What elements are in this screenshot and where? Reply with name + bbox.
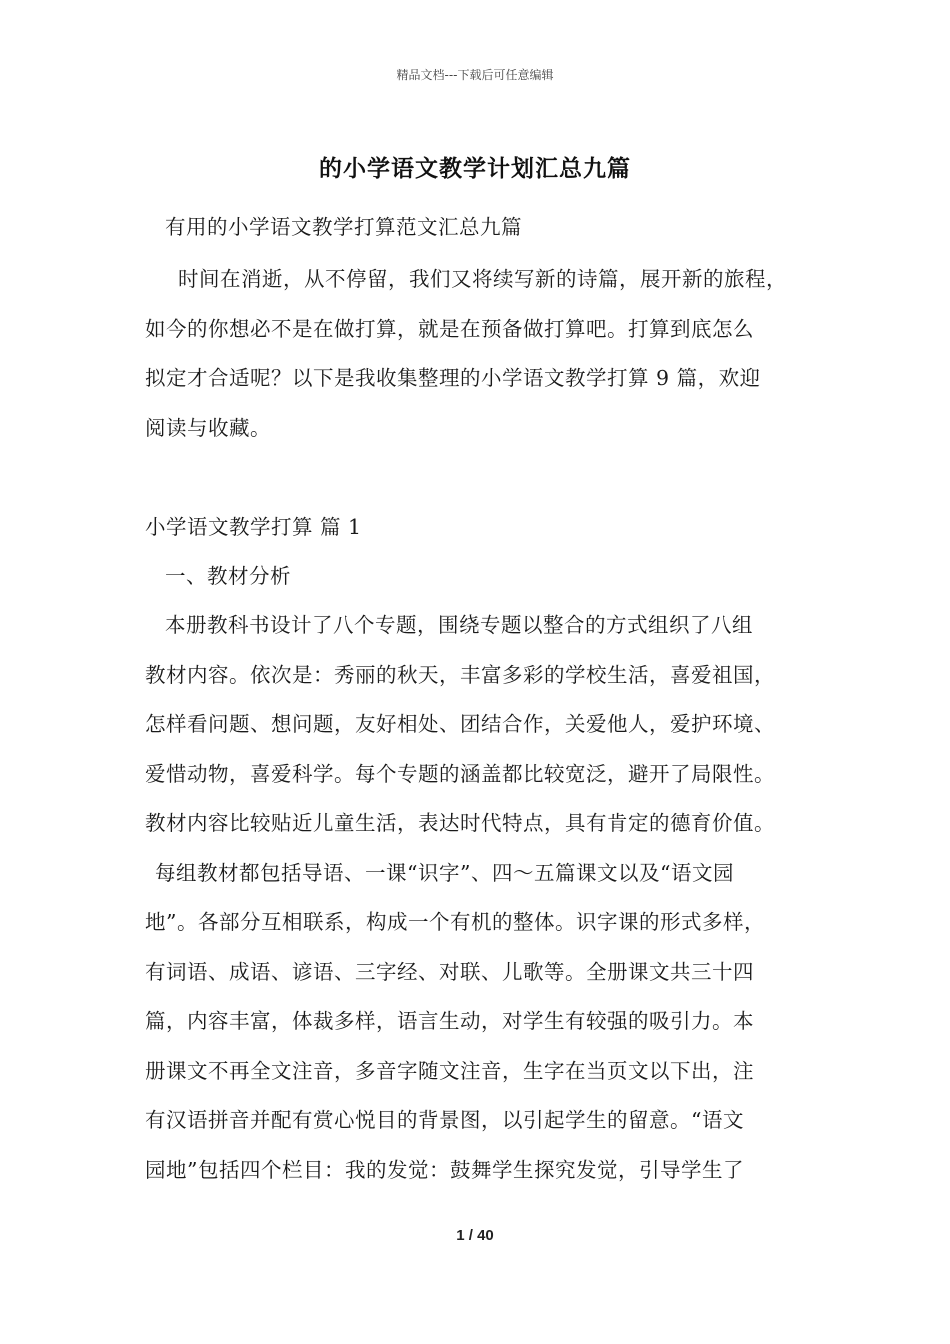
body-line: 有词语、成语、谚语、三字经、对联、儿歌等。全册课文共三十四	[145, 960, 754, 984]
body-line: 本册教科书设计了八个专题，围绕专题以整合的方式组织了八组	[165, 613, 753, 637]
intro-line: 阅读与收藏。	[145, 416, 271, 440]
body-line: 地”。各部分互相联系，构成一个有机的整体。识字课的形式多样，	[145, 910, 765, 934]
section-heading: 小学语文教学打算 篇 1	[145, 515, 362, 539]
body-line: 册课文不再全文注音，多音字随文注音，生字在当页文以下出，注	[145, 1059, 754, 1083]
body-line: 每组教材都包括导语、一课“识字”、四～五篇课文以及“语文园	[155, 861, 734, 885]
body-line: 有汉语拼音并配有赏心悦目的背景图，以引起学生的留意。“语文	[145, 1108, 744, 1132]
body-line: 爱惜动物，喜爱科学。每个专题的涵盖都比较宽泛，避开了局限性。	[145, 762, 775, 786]
body-line: 教材内容比较贴近儿童生活，表达时代特点，具有肯定的德育价值。	[145, 811, 775, 835]
body-line: 怎样看问题、想问题，友好相处、团结合作，关爱他人，爱护环境、	[145, 712, 775, 736]
intro-line: 时间在消逝，从不停留，我们又将续写新的诗篇，展开新的旅程，	[178, 267, 787, 291]
document-title: 的小学语文教学计划汇总九篇	[319, 155, 631, 182]
subsection-heading: 一、教材分析	[165, 564, 291, 588]
document-header: 精品文档---下载后可任意编辑	[396, 68, 554, 82]
body-line: 园地”包括四个栏目：我的发觉：鼓舞学生探究发觉，引导学生了	[145, 1158, 744, 1182]
document-subtitle: 有用的小学语文教学打算范文汇总九篇	[165, 215, 522, 239]
body-line: 教材内容。依次是：秀丽的秋天，丰富多彩的学校生活，喜爱祖国，	[145, 663, 775, 687]
body-line: 篇，内容丰富，体裁多样，语言生动，对学生有较强的吸引力。本	[145, 1009, 754, 1033]
intro-line: 拟定才合适呢？以下是我收集整理的小学语文教学打算 9 篇，欢迎	[145, 366, 761, 390]
page-number: 1 / 40	[456, 1227, 494, 1244]
intro-line: 如今的你想必不是在做打算，就是在预备做打算吧。打算到底怎么	[145, 317, 754, 341]
